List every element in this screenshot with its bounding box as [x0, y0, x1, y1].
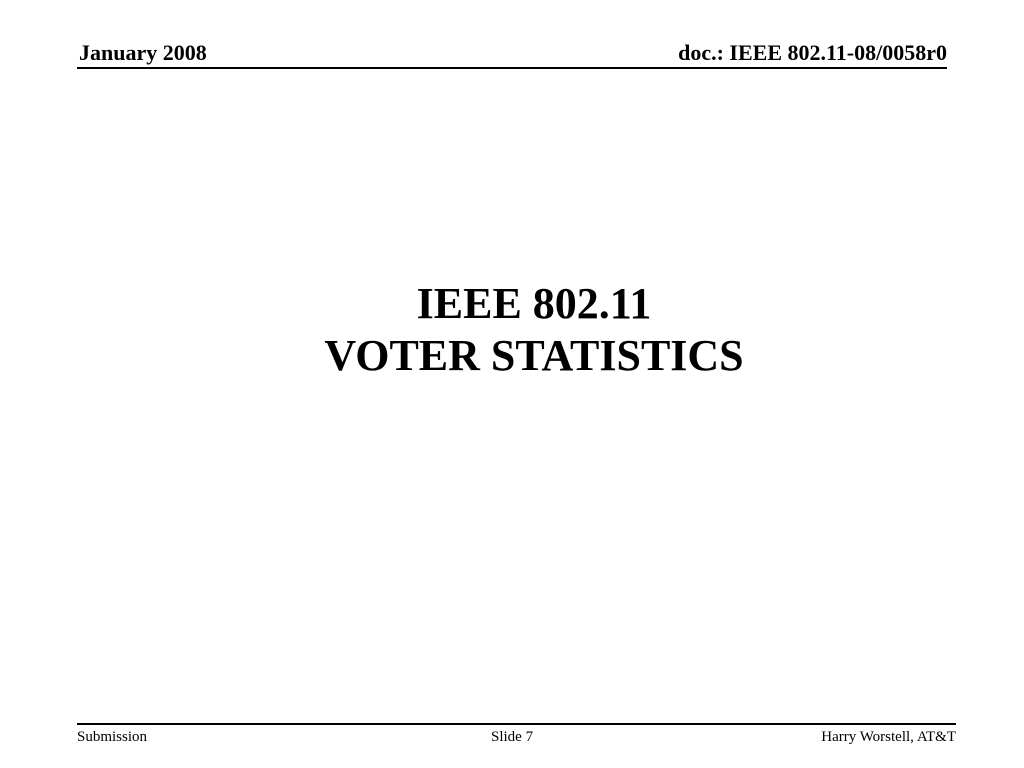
- header-divider: [77, 67, 947, 69]
- footer-submission: Submission: [77, 729, 148, 745]
- header-doc-id: doc.: IEEE 802.11-08/0058r0: [678, 40, 947, 65]
- footer-slide-number: Slide 7: [491, 729, 534, 745]
- header-date: January 2008: [79, 40, 207, 65]
- footer-author: Harry Worstell, AT&T: [821, 729, 956, 745]
- slide-title-line-1: IEEE 802.11: [416, 279, 652, 328]
- slide-title: [0, 278, 1024, 382]
- footer-divider: [77, 723, 956, 725]
- slide-title-line-2: VOTER STATISTICS: [324, 331, 744, 380]
